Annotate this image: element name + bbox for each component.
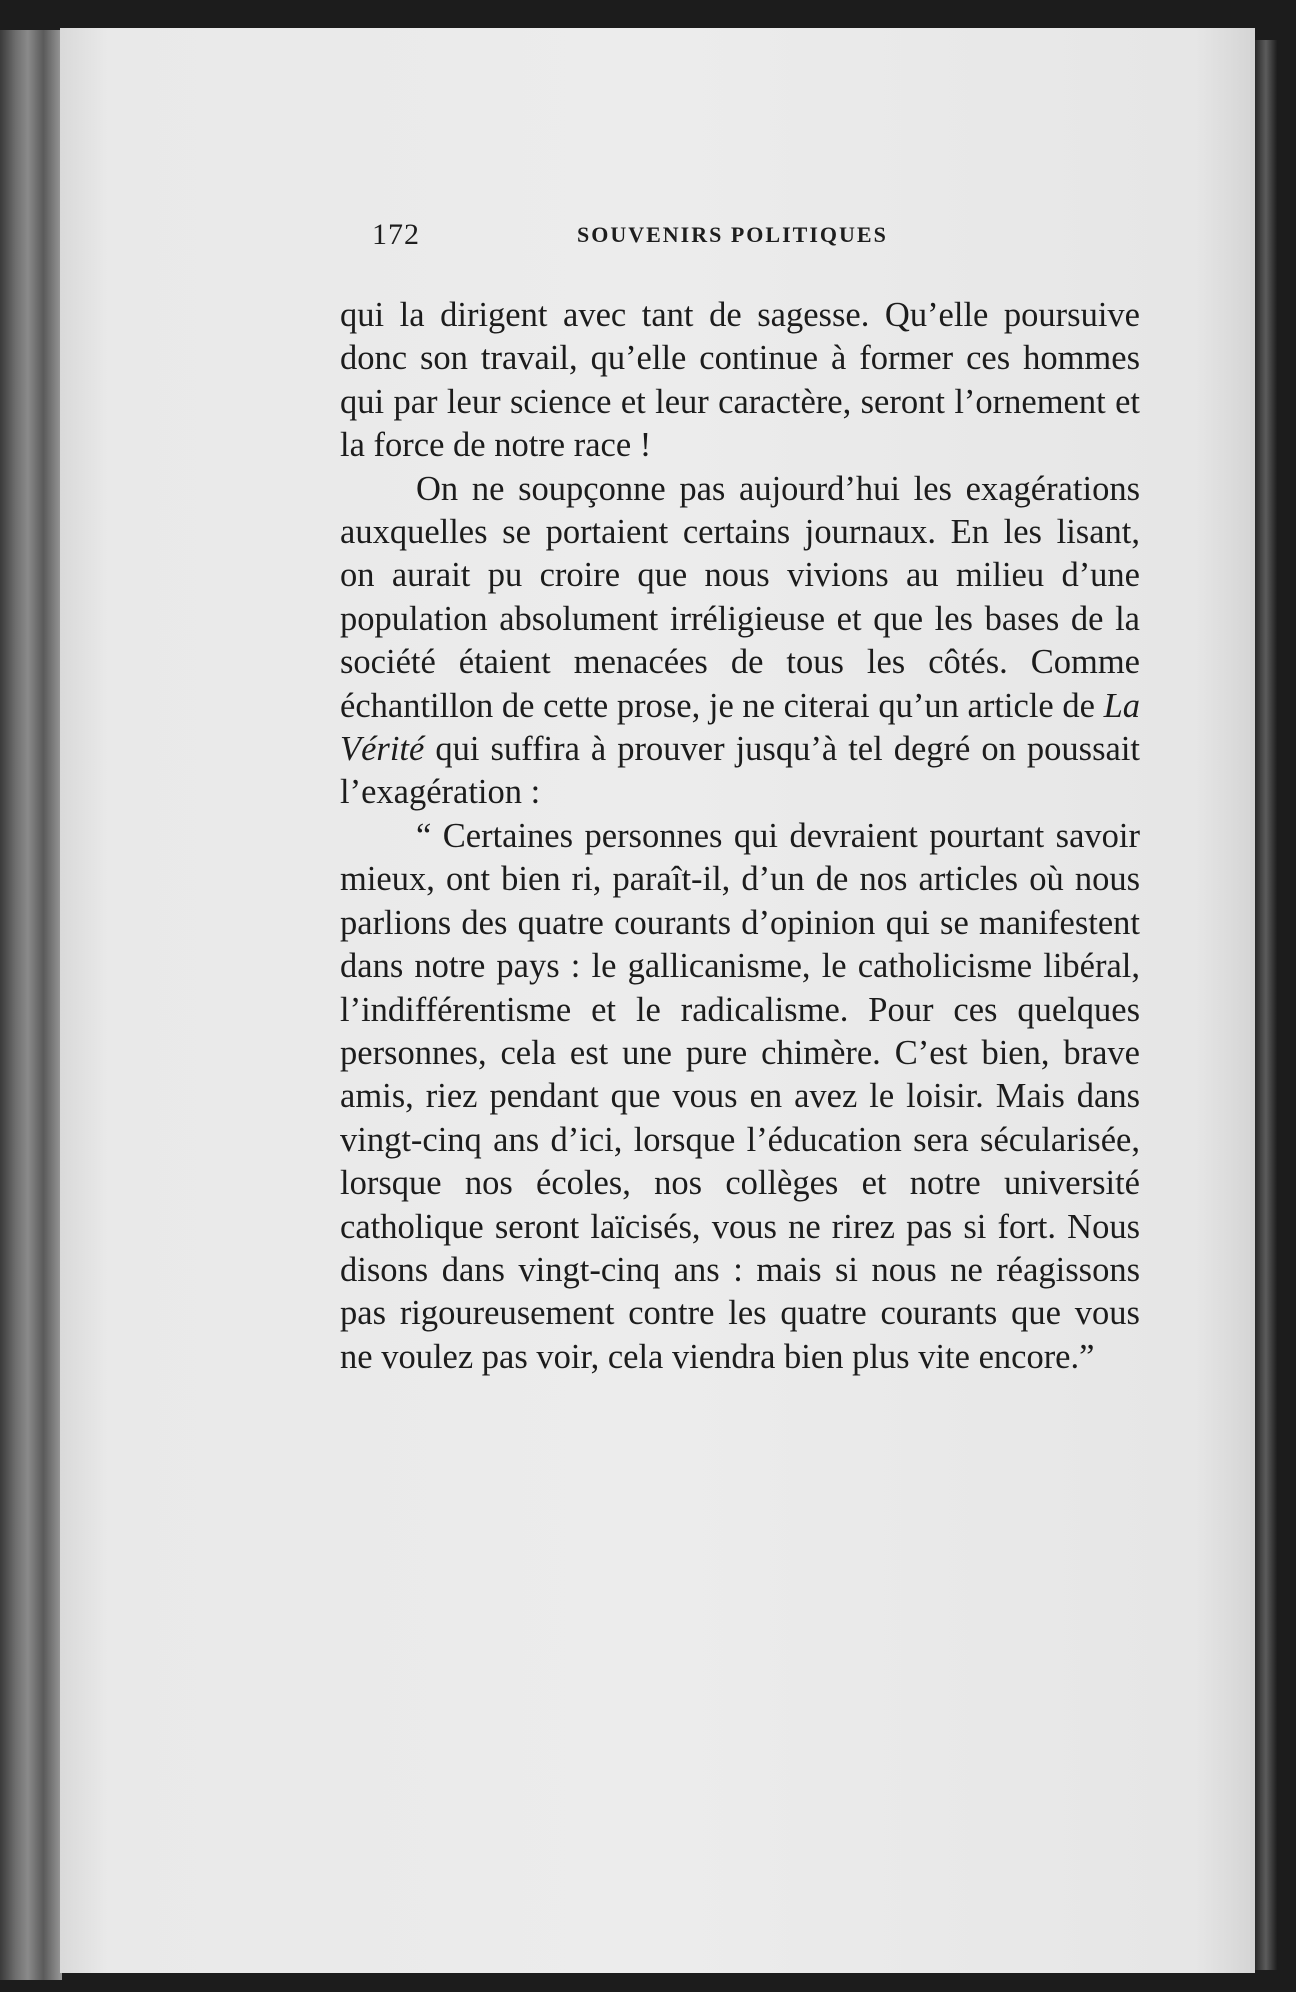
- body-text: [340, 294, 1140, 1379]
- page-number: 172: [372, 218, 420, 251]
- paragraph-continuation: qui la dirigent avec tant de sagesse. Qu’elle poursuive donc son travail, qu’elle continue à former ces hommes qui par leur science et leur caractère, seront l’ornement et la force de notre race !: [340, 296, 1140, 465]
- paragraph-exaggerations: [340, 468, 1140, 815]
- running-head-title: SOUVENIRS POLITIQUES: [577, 222, 888, 247]
- newspaper-title: La Vérité: [340, 686, 1140, 769]
- paragraph-text-after-title: qui suffira à prouver jusqu’à tel degré on poussait l’exagération :: [340, 730, 1140, 812]
- running-head: [372, 218, 962, 258]
- book-spine-edge: [0, 30, 62, 1980]
- book-fore-edge: [1255, 40, 1277, 1970]
- paragraph-text-before-title: On ne soupçonne pas aujourd’hui les exagérations auxquelles se portaient certains journaux. En les lisant, on aurait pu croire que nous vivions au milieu d’une population absolument irréligieuse et que les bases de la société étaient menacées de tous les côtés. Comme échantillon de cette prose, je ne citerai qu’un article de: [340, 469, 1140, 725]
- quoted-article: “ Certaines personnes qui devraient pourtant savoir mieux, ont bien ri, paraît-il, d’un de nos articles où nous parlions des quatre courants d’opinion qui se manifestent dans notre pays : le gallicanisme, le catholicisme libéral, l’indifférentisme et le radicalisme. Pour ces quelques personnes, cela est une pure chimère. C’est bien, brave amis, riez pendant que vous en avez le loisir. Mais dans vingt-cinq ans d’ici, lorsque l’éducation sera sécularisée, lorsque nos écoles, nos collèges et notre université catholique seront laïcisés, vous ne rirez pas si fort. Nous disons dans vingt-cinq ans : mais si nous ne réagissons pas rigoureusement contre les quatre courants que vous ne voulez pas voir, cela viendra bien plus vite encore.”: [340, 816, 1140, 1376]
